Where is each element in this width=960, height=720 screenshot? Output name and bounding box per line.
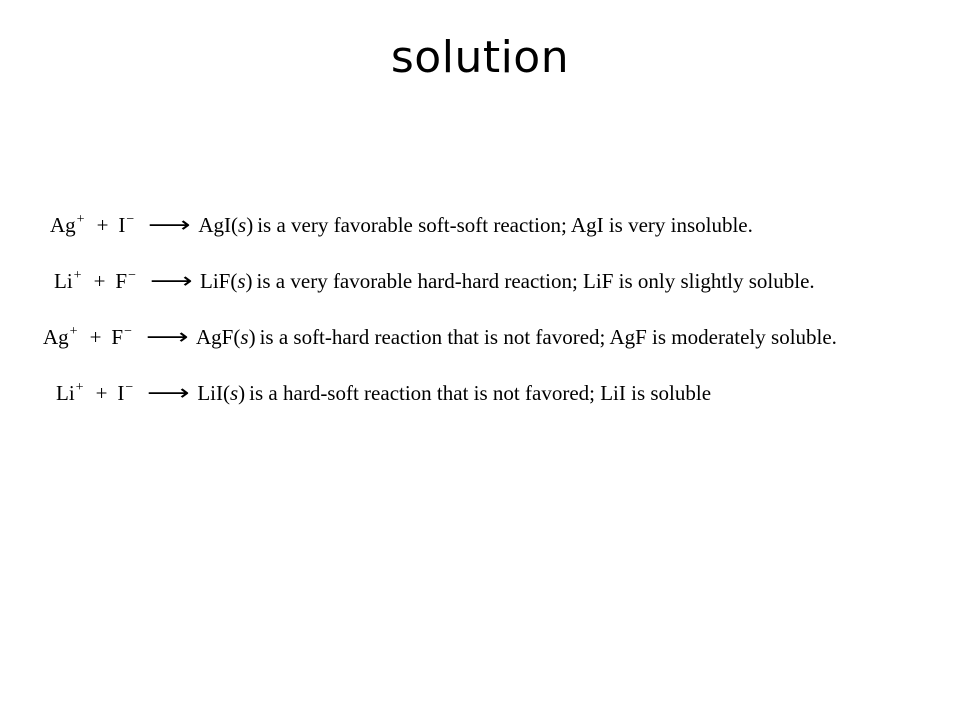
reaction-arrow-icon: ⟶ bbox=[148, 213, 191, 238]
product: AgI(s) bbox=[198, 213, 254, 237]
reaction-statement: is a very favorable soft-soft reaction; AgI is very insoluble. bbox=[257, 213, 753, 237]
reaction-arrow-icon: ⟶ bbox=[147, 381, 190, 406]
reaction-arrow-icon: ⟶ bbox=[150, 269, 193, 294]
reaction-statement: is a hard-soft reaction that is not favored; LiI is soluble bbox=[249, 381, 712, 405]
anion-charge: − bbox=[126, 212, 135, 227]
reactants bbox=[56, 374, 133, 407]
cation: Li+ bbox=[54, 268, 82, 293]
anion-charge: − bbox=[125, 380, 134, 395]
product: LiI(s) bbox=[197, 381, 246, 405]
plus-sign: + bbox=[89, 325, 102, 349]
phase-label: s bbox=[229, 381, 239, 405]
reactants bbox=[43, 318, 132, 351]
anion-charge: − bbox=[124, 324, 133, 339]
reaction-statement: is a very favorable hard-hard reaction; LiF is only slightly soluble. bbox=[256, 269, 815, 293]
cation: Ag+ bbox=[50, 212, 85, 237]
plus-sign: + bbox=[95, 381, 108, 405]
anion-charge: − bbox=[128, 268, 137, 283]
phase-label: s bbox=[240, 325, 249, 349]
reaction-row bbox=[43, 318, 837, 352]
slide-title: solution bbox=[390, 32, 570, 83]
product: LiF(s) bbox=[200, 269, 253, 293]
product: AgF(s) bbox=[196, 325, 256, 349]
cation-charge: + bbox=[76, 212, 85, 227]
reactants bbox=[54, 262, 136, 295]
cation-charge: + bbox=[75, 380, 84, 395]
anion: I− bbox=[118, 212, 135, 237]
cation-charge: + bbox=[69, 324, 78, 339]
phase-label: s bbox=[237, 269, 246, 293]
plus-sign: + bbox=[93, 269, 106, 293]
anion: F− bbox=[111, 324, 133, 349]
plus-sign: + bbox=[96, 213, 109, 237]
reaction-statement: is a soft-hard reaction that is not favored; AgF is moderately soluble. bbox=[259, 325, 837, 349]
anion: I− bbox=[117, 380, 134, 405]
reactants bbox=[50, 206, 134, 239]
reaction-row bbox=[50, 206, 753, 240]
reaction-row bbox=[54, 262, 815, 296]
reaction-arrow-icon: ⟶ bbox=[146, 325, 189, 350]
cation: Ag+ bbox=[43, 324, 78, 349]
anion: F− bbox=[115, 268, 137, 293]
cation: Li+ bbox=[56, 380, 84, 405]
phase-label: s bbox=[238, 213, 247, 237]
cation-charge: + bbox=[73, 268, 82, 283]
reaction-row bbox=[56, 374, 711, 408]
